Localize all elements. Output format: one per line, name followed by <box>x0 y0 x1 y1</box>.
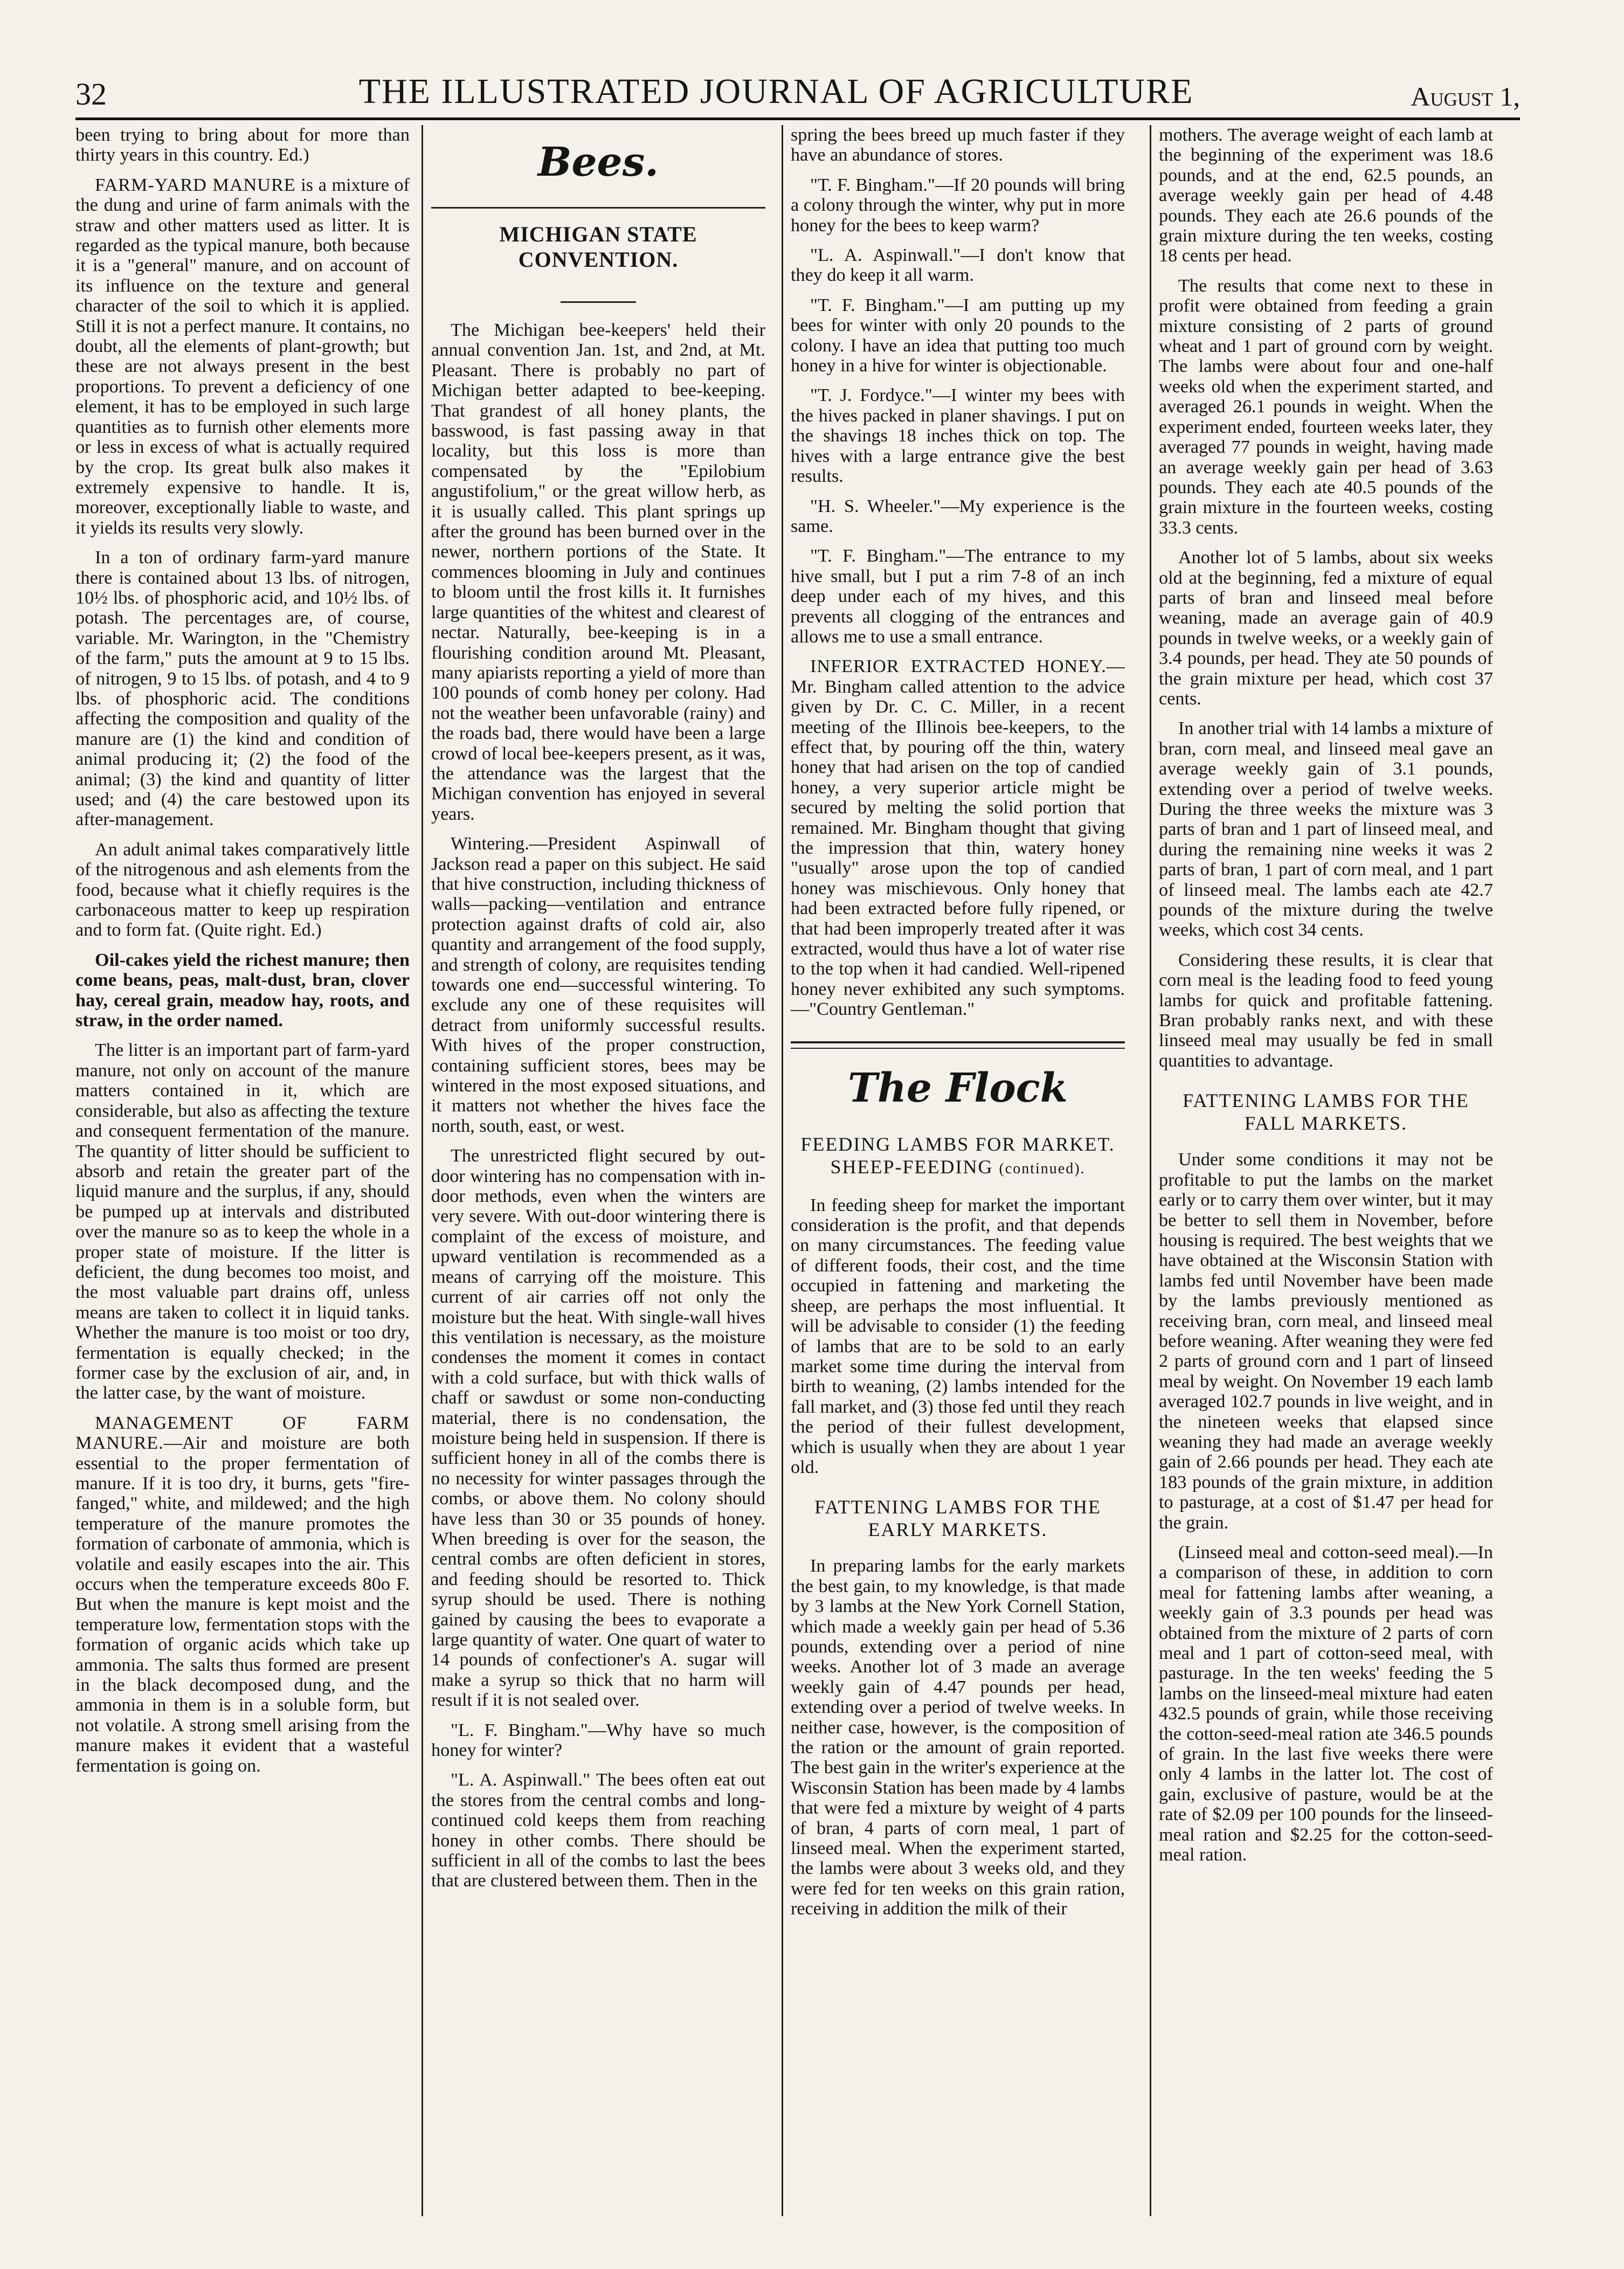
run-in-heading: FARM-YARD MANURE <box>95 175 296 195</box>
page-header <box>75 64 1520 112</box>
paragraph-text: —Air and moisture are both essential to the proper fermentation of manure. If it is too dry, it burns, gets "fire-fanged," white, and mildewed; and the high temperature of the manure promotes the formation of carbonate of ammonia, which is volatile and easily escapes into the air. This occurs when the temperature exceeds 80o F. But when the manure is kept moist and the temperature low, fermentation stops with the formation of organic acids which take up ammonia. The salts thus formed are present in the black decomposed dung, and the ammonia in them is in a soluble form, but not volatile. A strong smell arising from the manure makes it evident that a wasteful fermentation is going on. <box>75 1433 410 1776</box>
paragraph-text: is a mixture of the dung and urine of farm animals with the straw and other matters used as litter. It is regarded as the typical manure, both because it is a "general" manure, and on account of its influence on the texture and general character of the soil to which it is applied. Still it is not a perfect manure. It contains, no doubt, all the elements of plant-growth; but these are not always present in the best proportions. To prevent a deficiency of one element, it has to be employed in such large quantities as to furnish other elements more or less in excess of what is actually required by the crop. Its great bulk also makes it extremely expensive to handle. It is, moreover, exceptionally liable to waste, and it yields its results very slowly. <box>75 175 410 538</box>
paragraph <box>75 175 410 538</box>
paragraph-text: —Mr. Bingham called attention to the advice given by Dr. C. C. Miller, in a recent meeting of the Illinois bee-keepers, to the effect that, by pouring off the thin, watery honey that had arisen on the top of candied honey, a very superior article might be secured by melting the solid portion that remained. Mr. Bingham thought that giving the impression that thin, watery honey "usually" arose upon the top of candied honey was mischievous. Only honey that had been extracted before fully ripened, or that had been improperly treated after it was extracted, would thus have a lot of water rise to the top when it had candied. Well-ripened honey never exhibited any such symptoms.—"Country Gentleman." <box>791 656 1125 1020</box>
paragraph: Another lot of 5 lambs, about six weeks old at the beginning, fed a mixture of equal parts of bran and linseed meal before weaning, made an average gain of 40.9 pounds in twelve weeks, or a weekly gain of 3.4 pounds, per head. They ate 50 pounds of the grain mixture per head, which cost 37 cents. <box>1159 548 1493 709</box>
paragraph: The litter is an important part of farm-yard manure, not only on account of the manure matters contained in it, which are considerable, but also as affecting the texture and consequent fermentation of the manure. The quantity of litter should be sufficient to absorb and retain the greater part of the liquid manure and the surplus, if any, should be pumped up at intervals and distributed over the manure so as to keep the whole in a proper state of moisture. If the litter is deficient, the dung becomes too moist, and the most valuable part drains off, unless means are taken to collect it in liquid tanks. Whether the manure is too moist or too dry, fermentation is equally checked; in the former case by the exclusion of air, and, in the latter case, by the want of moisture. <box>75 1040 410 1403</box>
issue-date: August 1, <box>1411 81 1520 112</box>
column-2 <box>431 125 765 2222</box>
column-3 <box>791 125 1125 2222</box>
run-in-heading: INFERIOR EXTRACTED HONEY. <box>810 656 1107 677</box>
journal-title: THE ILLUSTRATED JOURNAL OF AGRICULTURE <box>358 72 1194 111</box>
paragraph: In feeding sheep for market the important consideration is the profit, and that depends on many circumstances. The feeding value of different foods, their cost, and the time occupied in fattening and marketing the sheep, are perhaps the most influential. It will be advisable to consider (1) the feeding of lambs that are to be sold to an early market some time during the interval from birth to weaning, (2) lambs intended for the fall market, and (3) those fed until they reach the period of their fullest development, which is usually when they are about 1 year old. <box>791 1195 1125 1477</box>
paragraph: The Michigan bee-keepers' held their annual convention Jan. 1st, and 2nd, at Mt. Pleasant. There is probably no part of Michigan better adapted to bee-keeping. That grandest of all honey plants, the basswood, is fast passing away in that locality, but this loss is more than compensated by the "Epilobium angustifolium," or the great willow herb, as it is usually called. This plant springs up after the ground has been burned over in the newer, northern portions of the State. It commences blooming in July and continues to bloom until the frost kills it. It furnishes large quantities of the whitest and clearest of nectar. Naturally, bee-keeping is in a flourishing condition around Mt. Pleasant, many apiarists reporting a yield of more than 100 pounds of comb honey per colony. Had not the weather been unfavorable (rainy) and the roads bad, there would have been a large crowd of local bee-keepers present, as it was, the attendance was the largest that the Michigan convention has enjoyed in several years. <box>431 320 765 824</box>
column-divider <box>421 125 423 2216</box>
column-divider <box>1150 125 1151 2216</box>
paragraph: The results that come next to these in profit were obtained from feeding a grain mixture consisting of 2 parts of ground wheat and 1 part of ground corn by weight. The lambs were about four and one-half weeks old when the experiment started, and averaged 26.1 pounds in weight. When the experiment ended, fourteen weeks later, they averaged 77 pounds in weight, having made an average weekly gain per head of 3.63 pounds. They each ate 40.5 pounds of the grain mixture in the fourteen weeks, costing 33.3 cents. <box>1159 275 1493 538</box>
heading-line <box>791 1156 1125 1180</box>
page-number: 32 <box>75 77 107 112</box>
paragraph: Under some conditions it may not be profitable to put the lambs on the market early or to carry them over winter, but it may be better to sell them in November, before housing is required. The best weights that we have obtained at the Wisconsin Station with lambs fed until November have been made by the lambs previously mentioned as receiving bran, corn meal, and linseed meal before weaning. After weaning they were fed 2 parts of ground corn and 1 part of linseed meal by weight. On November 19 each lamb averaged 102.7 pounds in live weight, and in the nineteen weeks that elapsed since weaning they had made an average weekly gain of 2.66 pounds per head. They each ate 183 pounds of the grain mixture, in addition to pasturage, at a cost of $1.47 per head for the grain. <box>1159 1150 1493 1533</box>
section-title: The Flock <box>847 1064 1068 1111</box>
header-rule <box>75 117 1520 120</box>
article-heading: FATTENING LAMBS FOR THE FALL MARKETS. <box>1183 1090 1469 1134</box>
paragraph: Considering these results, it is clear that corn meal is the leading food to feed young lambs for quick and profitable fattening. Bran probably ranks next, and with these linseed meal may usually be fed in small quantities to advantage. <box>1159 950 1493 1071</box>
paragraph: "T. J. Fordyce."—I winter my bees with the hives packed in planer shavings. I put on the shavings 18 inches thick on top. The hives with a large entrance give the best results. <box>791 385 1125 487</box>
heading-subtitle: SHEEP-FEEDING <box>830 1156 993 1178</box>
article-heading: MICHIGAN STATE CONVENTION. <box>499 222 697 272</box>
paragraph: "T. F. Bingham."—If 20 pounds will bring a colony through the winter, why put in more honey for the bees to keep warm? <box>791 175 1125 236</box>
section-rule <box>791 1041 1125 1049</box>
paragraph <box>75 1413 410 1776</box>
paragraph: "T. F. Bingham."—The entrance to my hive small, but I put a rim 7-8 of an inch deep under each of my hives, and this prevents all clogging of the entrances and allows me to use a small entrance. <box>791 546 1125 647</box>
paragraph: been trying to bring about for more than thirty years in this country. Ed.) <box>75 125 410 165</box>
paragraph: "H. S. Wheeler."—My experience is the same. <box>791 496 1125 536</box>
column-4 <box>1159 125 1493 2222</box>
paragraph: "T. F. Bingham."—I am putting up my bees for winter with only 20 pounds to the colony. I have an idea that putting too much honey in a hive for winter is objectionable. <box>791 295 1125 376</box>
column-1 <box>75 125 410 2222</box>
paragraph: "L. A. Aspinwall." The bees often eat out the stores from the central combs and long-continued cold keeps them from reaching honey in other combs. There should be sufficient in all of the combs to last the bees that are clustered between them. Then in the <box>431 1770 765 1891</box>
paragraph: "L. F. Bingham."—Why have so much honey for winter? <box>431 1720 765 1761</box>
section-title: Bees. <box>537 139 659 185</box>
paragraph: In preparing lambs for the early markets the best gain, to my knowledge, is that made by 3 lambs at the New York Cornell Station, which made a weekly gain per head of 5.36 pounds, extending over a period of nine weeks. Another lot of 3 made an average weekly gain of 4.47 pounds per head, extending over a period of twelve weeks. In neither case, however, is the composition of the ration or the amount of grain reported. The best gain in the writer's experience at the Wisconsin Station has been made by 4 lambs that were fed a mixture by weight of 4 parts of bran, 4 parts of corn meal, 1 part of linseed meal. When the experiment started, the lambs were about 3 weeks old, and they were fed for ten weeks on this grain ration, receiving in addition the milk of their <box>791 1556 1125 1919</box>
paragraph: In another trial with 14 lambs a mixture of bran, corn meal, and linseed meal gave an average weekly gain of 3.1 pounds, extending over a period of twelve weeks. During the three weeks the mixture was 3 parts of bran and 1 part of linseed meal, and during the remaining nine weeks it was 2 parts of bran, 1 part of corn meal, and 1 part of linseed meal. The lambs each ate 42.7 pounds of the mixture during the twelve weeks, which cost 34 cents. <box>1159 718 1493 940</box>
heading-line: FEEDING LAMBS FOR MARKET. <box>800 1133 1115 1155</box>
article-heading <box>791 1133 1125 1180</box>
paragraph: Wintering.—President Aspinwall of Jackson read a paper on this subject. He said that hive construction, including thickness of walls—packing—ventilation and entrance protection against drafts of cold air, also quantity and arrangement of the food supply, and strength of colony, are requisites tending towards one end—successful wintering. To exclude any one of these requisites will detract from uniformly successful results. With hives of the proper construction, containing sufficient stores, bees may be wintered in the most exposed situations, and it matters not whether the hives face the north, south, east, or west. <box>431 834 765 1136</box>
article-heading: FATTENING LAMBS FOR THE EARLY MARKETS. <box>814 1496 1101 1541</box>
section-rule <box>431 207 765 209</box>
paragraph: The unrestricted flight secured by out-door wintering has no compensation with in-door methods, even when the winters are very severe. With out-door wintering there is complaint of the excess of moisture, and upward ventilation is recommended as a means of carrying off the moisture. This current of air carries off not only the moisture but the heat. With single-wall hives this ventilation is necessary, as the moisture condenses the moment it comes in contact with a cold surface, but with thick walls of chaff or sawdust or some non-conducting material, there is no condensation, the moisture being held in suspension. If there is sufficient honey in all of the combs there is no necessity for winter passages through the combs, or above them. No colony should have less than 30 or 35 pounds of honey. When breeding is over for the season, the central combs are often deficient in stores, and feeding should be resorted to. Thick syrup should be used. There is nothing gained by causing the bees to evaporate a large quantity of water. One quart of water to 14 pounds of confectioner's A. sugar will make a syrup so thick that no harm will result if it is not sealed over. <box>431 1146 765 1711</box>
column-divider <box>782 125 783 2216</box>
paragraph: spring the bees breed up much faster if they have an abundance of stores. <box>791 125 1125 165</box>
heading-rule <box>561 301 636 303</box>
paragraph: (Linseed meal and cotton-seed meal).—In a comparison of these, in addition to corn meal for fattening lambs after weaning, a weekly gain of 3.3 pounds per head was obtained from the mixture of 2 parts of corn meal and 1 part of cotton-seed meal, with pasturage. In the ten weeks' feeding the 5 lambs on the linseed-meal mixture had eaten 432.5 pounds of grain, while those receiving the cotton-seed-meal ration ate 346.5 pounds of grain. In the last five weeks there were only 4 lambs in the latter lot. The cost of gain, exclusive of pasture, would be at the rate of $2.09 per 100 pounds for the linseed-meal ration and $2.25 for the cotton-seed-meal ration. <box>1159 1542 1493 1865</box>
run-in-heading: MANAGEMENT OF FARM MANURE. <box>75 1413 410 1454</box>
heading-note: (continued). <box>999 1160 1086 1177</box>
paragraph: Oil-cakes yield the richest manure; then come beans, peas, malt-dust, bran, clover hay, cereal grain, meadow hay, roots, and straw, in the order named. <box>75 950 410 1031</box>
paragraph: "L. A. Aspinwall."—I don't know that they do keep it all warm. <box>791 245 1125 286</box>
paragraph <box>791 656 1125 1019</box>
paragraph: An adult animal takes comparatively little of the nitrogenous and ash elements from the food, because what it chiefly requires is the carbonaceous matter to keep up respiration and to form fat. (Quite right. Ed.) <box>75 839 410 940</box>
paragraph: In a ton of ordinary farm-yard manure there is contained about 13 lbs. of nitrogen, 10½ lbs. of phosphoric acid, and 10½ lbs. of potash. The percentages are, of course, variable. Mr. Warington, in the "Chemistry of the farm," puts the amount at 9 to 15 lbs. of nitrogen, 9 to 15 lbs. of potash, and 4 to 9 lbs. of phosphoric acid. The conditions affecting the composition and quality of the manure are (1) the kind and condition of animal producing it; (2) the food of the animal; (3) the kind and quantity of litter used; and (4) the care bestowed upon its after-management. <box>75 548 410 830</box>
paragraph: mothers. The average weight of each lamb at the beginning of the experiment was 18.6 pounds, and at the end, 62.5 pounds, an average weekly gain per head of 4.48 pounds. They each ate 26.6 pounds of the grain mixture during the ten weeks, costing 18 cents per head. <box>1159 125 1493 266</box>
